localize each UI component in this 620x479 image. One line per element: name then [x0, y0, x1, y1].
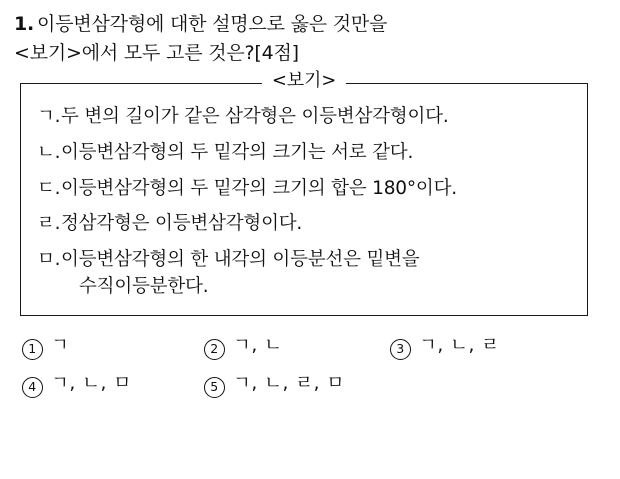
answer-option-3-label: ㄱ, ㄴ, ㄹ [419, 334, 500, 356]
bogi-box [20, 69, 588, 316]
list-item [37, 211, 573, 238]
answer-options [22, 332, 606, 398]
answer-option-1-label: ㄱ [51, 334, 70, 356]
list-item [37, 140, 573, 167]
bogi-item-text: 정삼각형은 이등변삼각형이다. [61, 213, 303, 235]
bogi-item-text-line-1: 이등변삼각형의 한 내각의 이등분선은 밑변을 [61, 249, 420, 271]
answer-row-1 [22, 332, 606, 360]
bogi-item-marker: ㄴ. [37, 141, 61, 163]
bogi-item-marker: ㄷ. [37, 177, 61, 199]
bogi-item-text-line-2: 수직이등분한다. [79, 275, 209, 297]
list-item [37, 176, 573, 203]
answer-option-5-label: ㄱ, ㄴ, ㄹ, ㅁ [233, 372, 345, 394]
bogi-item-marker: ㄹ. [37, 213, 61, 235]
list-item [37, 104, 573, 131]
list-item [37, 247, 573, 301]
answer-option-2[interactable] [204, 332, 390, 360]
question-number: 1. [14, 13, 35, 35]
question-stem [14, 10, 606, 69]
option-circle-4: 4 [22, 377, 43, 398]
bogi-item-text: 이등변삼각형의 두 밑각의 크기의 합은 180°이다. [61, 177, 457, 199]
question-text-line-1: 이등변삼각형에 대한 설명으로 옳은 것만을 [37, 13, 388, 35]
bogi-item-marker: ㄱ. [37, 105, 61, 127]
answer-option-3[interactable] [390, 332, 500, 360]
answer-row-2 [22, 370, 606, 398]
bogi-box-label: <보기> [262, 72, 346, 90]
answer-option-2-label: ㄱ, ㄴ [233, 334, 283, 356]
question-stem-line-2: <보기>에서 모두 고른 것은?[4점] [14, 42, 299, 65]
bogi-item-text: 이등변삼각형의 두 밑각의 크기는 서로 같다. [61, 141, 414, 163]
question-stem-line-1 [14, 10, 606, 39]
bogi-item-text: 두 변의 길이가 같은 삼각형은 이등변삼각형이다. [61, 105, 449, 127]
answer-option-4-label: ㄱ, ㄴ, ㅁ [51, 372, 132, 394]
option-circle-1: 1 [22, 339, 43, 360]
option-circle-3: 3 [390, 339, 411, 360]
option-circle-5: 5 [204, 377, 225, 398]
answer-option-4[interactable] [22, 370, 204, 398]
option-circle-2: 2 [204, 339, 225, 360]
answer-option-5[interactable] [204, 370, 390, 398]
answer-option-1[interactable] [22, 332, 204, 360]
bogi-item-text [61, 247, 573, 301]
bogi-item-marker: ㅁ. [37, 249, 61, 271]
